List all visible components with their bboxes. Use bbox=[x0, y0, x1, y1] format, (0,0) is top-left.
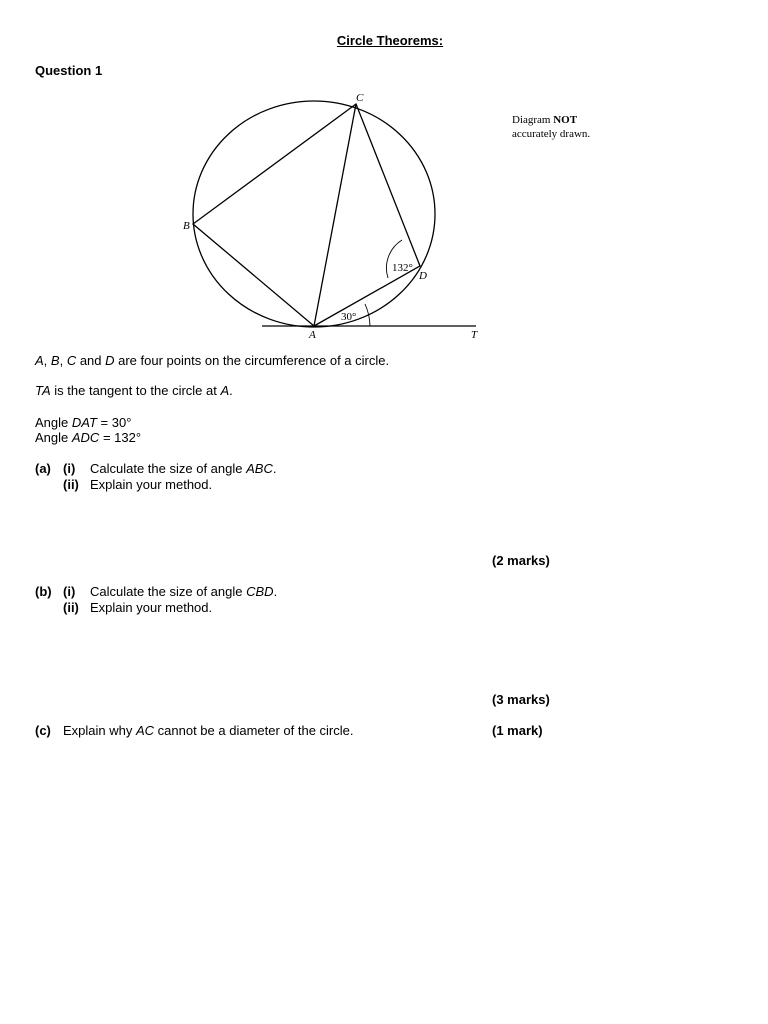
label-c: C bbox=[356, 92, 364, 104]
part-c-label: (c) bbox=[35, 723, 51, 738]
part-a-i-label: (i) bbox=[63, 461, 76, 476]
part-c-marks: (1 mark) bbox=[492, 723, 543, 738]
label-a: A bbox=[309, 329, 316, 341]
part-b-marks: (3 marks) bbox=[492, 692, 550, 707]
part-b-label: (b) bbox=[35, 584, 52, 599]
part-b-ii-label: (ii) bbox=[63, 600, 79, 615]
page-title: Circle Theorems: bbox=[336, 33, 444, 48]
statement-angle-adc: Angle ADC = 132° bbox=[35, 430, 142, 445]
note-prefix: Diagram bbox=[512, 114, 551, 126]
part-b-i-label: (i) bbox=[63, 584, 76, 599]
part-c-text: Explain why AC cannot be a diameter of the circle. bbox=[63, 723, 354, 738]
label-t: T bbox=[471, 329, 478, 341]
chord-ac bbox=[314, 104, 356, 326]
part-a-label: (a) bbox=[35, 461, 51, 476]
part-b-ii-text: Explain your method. bbox=[90, 600, 213, 615]
statement-angle-dat: Angle DAT = 30° bbox=[35, 415, 132, 430]
part-b-i-text: Calculate the size of angle CBD. bbox=[90, 584, 278, 599]
question-heading: Question 1 bbox=[35, 63, 103, 78]
statement-tangent: TA is the tangent to the circle at A. bbox=[35, 383, 233, 398]
note-line2: accurately drawn. bbox=[512, 128, 591, 140]
angle-label-132: 132° bbox=[392, 262, 413, 274]
statement-points: A, B, C and D are four points on the circumference of a circle. bbox=[35, 353, 390, 368]
angle-label-30: 30° bbox=[341, 311, 357, 323]
part-a-marks: (2 marks) bbox=[492, 553, 550, 568]
part-a-ii-text: Explain your method. bbox=[90, 477, 213, 492]
label-b: B bbox=[183, 220, 190, 232]
part-a-ii-label: (ii) bbox=[63, 477, 79, 492]
label-d: D bbox=[419, 270, 427, 282]
circle-diagram bbox=[0, 0, 768, 360]
note-bold: NOT bbox=[553, 114, 578, 126]
part-a-i-text: Calculate the size of angle ABC. bbox=[90, 461, 277, 476]
